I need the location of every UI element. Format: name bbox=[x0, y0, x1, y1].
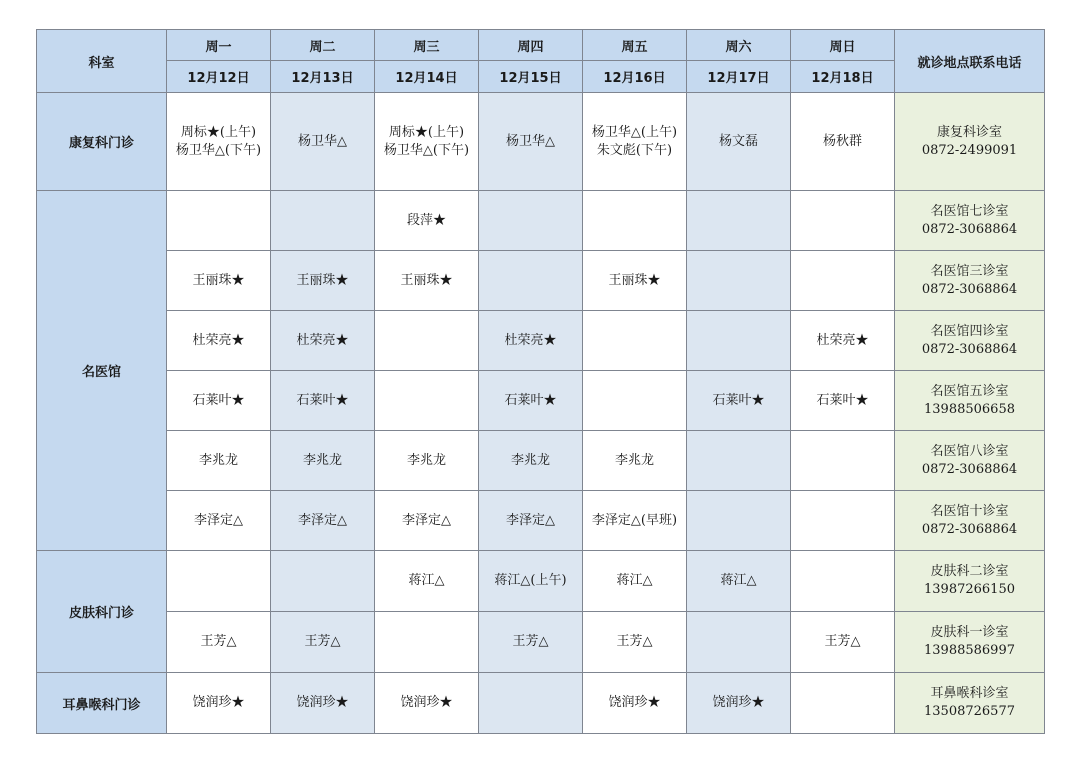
location-cell bbox=[895, 93, 1045, 191]
doctor-name: 石莱叶★ bbox=[192, 392, 245, 408]
doctor-name: 王芳△ bbox=[200, 634, 237, 649]
schedule-cell bbox=[167, 93, 271, 191]
schedule-cell bbox=[375, 191, 479, 251]
schedule-cell bbox=[271, 371, 375, 431]
phone-number: 13508726577 bbox=[924, 704, 1015, 719]
location-cell bbox=[895, 673, 1045, 734]
doctor-name: 段萍★ bbox=[406, 212, 446, 228]
location-cell bbox=[895, 612, 1045, 673]
location-header: 就诊地点联系电话 bbox=[895, 30, 1045, 93]
schedule-cell bbox=[375, 93, 479, 191]
schedule-cell bbox=[583, 431, 687, 491]
location-cell bbox=[895, 191, 1045, 251]
phone-number: 13988506658 bbox=[924, 401, 1015, 417]
schedule-cell bbox=[375, 491, 479, 551]
department-name: 皮肤科门诊 bbox=[37, 551, 167, 673]
phone-number: 13987266150 bbox=[924, 582, 1015, 597]
schedule-cell bbox=[687, 93, 791, 191]
date-header: 12月18日 bbox=[791, 61, 895, 93]
doctor-name: 王丽珠★ bbox=[296, 272, 349, 288]
room-name: 名医馆三诊室 bbox=[930, 263, 1009, 279]
date-header: 12月15日 bbox=[479, 61, 583, 93]
weekday-header: 周六 bbox=[687, 30, 791, 61]
room-name: 名医馆十诊室 bbox=[930, 503, 1009, 519]
doctor-name: 王丽珠★ bbox=[400, 272, 453, 288]
phone-number: 0872-3068864 bbox=[921, 461, 1018, 477]
schedule-cell bbox=[583, 673, 687, 734]
doctor-name: 石莱叶★ bbox=[296, 392, 349, 408]
phone-number: 0872-3068864 bbox=[921, 521, 1018, 537]
doctor-name: 李兆龙 bbox=[302, 452, 342, 468]
weekday-header: 周四 bbox=[479, 30, 583, 61]
schedule-cell bbox=[375, 612, 479, 673]
schedule-cell bbox=[167, 673, 271, 734]
schedule-cell bbox=[687, 311, 791, 371]
schedule-cell bbox=[167, 311, 271, 371]
schedule-cell bbox=[479, 311, 583, 371]
phone-number: 13988586997 bbox=[924, 643, 1015, 658]
schedule-cell bbox=[791, 93, 895, 191]
doctor-name: 李兆龙 bbox=[614, 452, 654, 468]
schedule-cell bbox=[375, 673, 479, 734]
phone-number: 0872-3068864 bbox=[921, 341, 1018, 357]
schedule-cell bbox=[687, 431, 791, 491]
schedule-cell bbox=[791, 491, 895, 551]
schedule-row bbox=[37, 191, 1045, 251]
department-name: 耳鼻喉科门诊 bbox=[37, 673, 167, 734]
doctor-name: 李泽定△ bbox=[298, 512, 347, 528]
schedule-cell bbox=[375, 371, 479, 431]
schedule-cell bbox=[375, 431, 479, 491]
schedule-cell bbox=[479, 491, 583, 551]
doctor-name: 饶润珍★ bbox=[400, 695, 453, 710]
schedule-cell bbox=[583, 251, 687, 311]
location-cell bbox=[895, 251, 1045, 311]
schedule-cell bbox=[271, 491, 375, 551]
room-name: 名医馆七诊室 bbox=[930, 203, 1009, 219]
doctor-name: 朱文彪(下午) bbox=[596, 142, 673, 158]
schedule-cell bbox=[791, 311, 895, 371]
doctor-name: 王芳△ bbox=[824, 634, 861, 649]
doctor-name: 石莱叶★ bbox=[816, 392, 869, 408]
location-cell bbox=[895, 551, 1045, 612]
schedule-cell bbox=[375, 311, 479, 371]
schedule-row bbox=[37, 251, 1045, 311]
schedule-cell bbox=[791, 551, 895, 612]
doctor-name: 杨秋群 bbox=[822, 133, 862, 149]
doctor-name: 李泽定△ bbox=[402, 512, 451, 528]
schedule-cell bbox=[479, 431, 583, 491]
location-cell bbox=[895, 431, 1045, 491]
schedule-cell bbox=[479, 371, 583, 431]
schedule-cell bbox=[791, 371, 895, 431]
date-header: 12月12日 bbox=[167, 61, 271, 93]
doctor-name: 周标★(上午) bbox=[180, 124, 257, 140]
doctor-name: 饶润珍★ bbox=[712, 695, 765, 710]
schedule-cell bbox=[479, 673, 583, 734]
dept-header: 科室 bbox=[37, 30, 167, 93]
schedule-row bbox=[37, 551, 1045, 612]
phone-number: 0872-3068864 bbox=[921, 221, 1018, 237]
schedule-row bbox=[37, 431, 1045, 491]
date-header: 12月13日 bbox=[271, 61, 375, 93]
doctor-name: 杨卫华△(上午) bbox=[591, 124, 678, 140]
weekday-header: 周二 bbox=[271, 30, 375, 61]
doctor-name: 杨卫华△ bbox=[506, 133, 555, 149]
schedule-cell bbox=[271, 93, 375, 191]
schedule-cell bbox=[791, 251, 895, 311]
room-name: 名医馆八诊室 bbox=[930, 443, 1009, 459]
schedule-cell bbox=[583, 311, 687, 371]
room-name: 名医馆四诊室 bbox=[930, 323, 1009, 339]
schedule-cell bbox=[167, 612, 271, 673]
doctor-name: 杜荣亮★ bbox=[296, 332, 349, 348]
room-name: 耳鼻喉科诊室 bbox=[930, 686, 1009, 701]
doctor-name: 杨卫华△ bbox=[298, 133, 347, 149]
doctor-name: 蒋江△ bbox=[408, 573, 445, 588]
room-name: 名医馆五诊室 bbox=[930, 383, 1009, 399]
schedule-cell bbox=[583, 551, 687, 612]
schedule-cell bbox=[791, 673, 895, 734]
schedule-cell bbox=[687, 491, 791, 551]
doctor-name: 王芳△ bbox=[304, 634, 341, 649]
schedule-cell bbox=[271, 551, 375, 612]
date-header: 12月17日 bbox=[687, 61, 791, 93]
room-name: 康复科诊室 bbox=[936, 124, 1002, 140]
room-name: 皮肤科二诊室 bbox=[930, 564, 1009, 579]
schedule-cell bbox=[791, 191, 895, 251]
doctor-name: 李泽定△ bbox=[506, 512, 555, 528]
weekday-header: 周一 bbox=[167, 30, 271, 61]
schedule-table bbox=[36, 29, 1045, 734]
doctor-name: 蒋江△ bbox=[616, 573, 653, 588]
doctor-name: 李泽定△(早班) bbox=[591, 512, 678, 528]
schedule-cell bbox=[687, 673, 791, 734]
schedule-cell bbox=[479, 251, 583, 311]
schedule-cell bbox=[687, 612, 791, 673]
weekday-header: 周日 bbox=[791, 30, 895, 61]
doctor-name: 李兆龙 bbox=[406, 452, 446, 468]
doctor-name: 杜荣亮★ bbox=[816, 332, 869, 348]
room-name: 皮肤科一诊室 bbox=[930, 625, 1009, 640]
doctor-name: 杨卫华△(下午) bbox=[175, 142, 262, 158]
schedule-row bbox=[37, 93, 1045, 191]
schedule-cell bbox=[167, 191, 271, 251]
doctor-name: 王丽珠★ bbox=[192, 272, 245, 288]
schedule-cell bbox=[271, 251, 375, 311]
date-header: 12月14日 bbox=[375, 61, 479, 93]
schedule-cell bbox=[583, 491, 687, 551]
department-name: 名医馆 bbox=[37, 191, 167, 551]
schedule-cell bbox=[375, 251, 479, 311]
schedule-cell bbox=[167, 431, 271, 491]
doctor-name: 周标★(上午) bbox=[388, 124, 465, 140]
schedule-cell bbox=[791, 612, 895, 673]
schedule-body bbox=[37, 93, 1045, 734]
date-header: 12月16日 bbox=[583, 61, 687, 93]
location-cell bbox=[895, 311, 1045, 371]
schedule-cell bbox=[271, 431, 375, 491]
schedule-cell bbox=[583, 93, 687, 191]
doctor-name: 李兆龙 bbox=[198, 452, 238, 468]
schedule-cell bbox=[167, 491, 271, 551]
schedule-cell bbox=[479, 612, 583, 673]
schedule-row bbox=[37, 491, 1045, 551]
doctor-name: 杜荣亮★ bbox=[504, 332, 557, 348]
doctor-name: 杨文磊 bbox=[718, 133, 758, 149]
schedule-cell bbox=[167, 551, 271, 612]
schedule-cell bbox=[583, 191, 687, 251]
doctor-name: 杨卫华△(下午) bbox=[383, 142, 470, 158]
schedule-cell bbox=[687, 191, 791, 251]
doctor-name: 饶润珍★ bbox=[192, 695, 245, 710]
schedule-row bbox=[37, 311, 1045, 371]
doctor-name: 饶润珍★ bbox=[608, 695, 661, 710]
schedule-cell bbox=[583, 612, 687, 673]
doctor-name: 王芳△ bbox=[512, 634, 549, 649]
doctor-name: 李泽定△ bbox=[194, 512, 243, 528]
schedule-cell bbox=[271, 612, 375, 673]
phone-number: 0872-2499091 bbox=[921, 142, 1018, 158]
schedule-cell bbox=[271, 311, 375, 371]
schedule-cell bbox=[583, 371, 687, 431]
schedule-cell bbox=[375, 551, 479, 612]
schedule-row bbox=[37, 673, 1045, 734]
weekday-header: 周五 bbox=[583, 30, 687, 61]
doctor-name: 王丽珠★ bbox=[608, 272, 661, 288]
weekday-header: 周三 bbox=[375, 30, 479, 61]
schedule-cell bbox=[479, 93, 583, 191]
schedule-cell bbox=[479, 191, 583, 251]
doctor-name: 蒋江△ bbox=[720, 573, 757, 588]
doctor-name: 石莱叶★ bbox=[712, 392, 765, 408]
schedule-cell bbox=[687, 251, 791, 311]
phone-number: 0872-3068864 bbox=[921, 281, 1018, 297]
schedule-cell bbox=[271, 191, 375, 251]
doctor-name: 王芳△ bbox=[616, 634, 653, 649]
schedule-cell bbox=[687, 551, 791, 612]
schedule-row bbox=[37, 612, 1045, 673]
doctor-name: 杜荣亮★ bbox=[192, 332, 245, 348]
schedule-cell bbox=[167, 251, 271, 311]
schedule-cell bbox=[687, 371, 791, 431]
schedule-cell bbox=[479, 551, 583, 612]
doctor-name: 石莱叶★ bbox=[504, 392, 557, 408]
doctor-name: 蒋江△(上午) bbox=[494, 573, 567, 588]
location-cell bbox=[895, 491, 1045, 551]
department-name: 康复科门诊 bbox=[37, 93, 167, 191]
schedule-cell bbox=[167, 371, 271, 431]
location-cell bbox=[895, 371, 1045, 431]
schedule-cell bbox=[271, 673, 375, 734]
schedule-cell bbox=[791, 431, 895, 491]
schedule-row bbox=[37, 371, 1045, 431]
doctor-name: 李兆龙 bbox=[510, 452, 550, 468]
doctor-name: 饶润珍★ bbox=[296, 695, 349, 710]
